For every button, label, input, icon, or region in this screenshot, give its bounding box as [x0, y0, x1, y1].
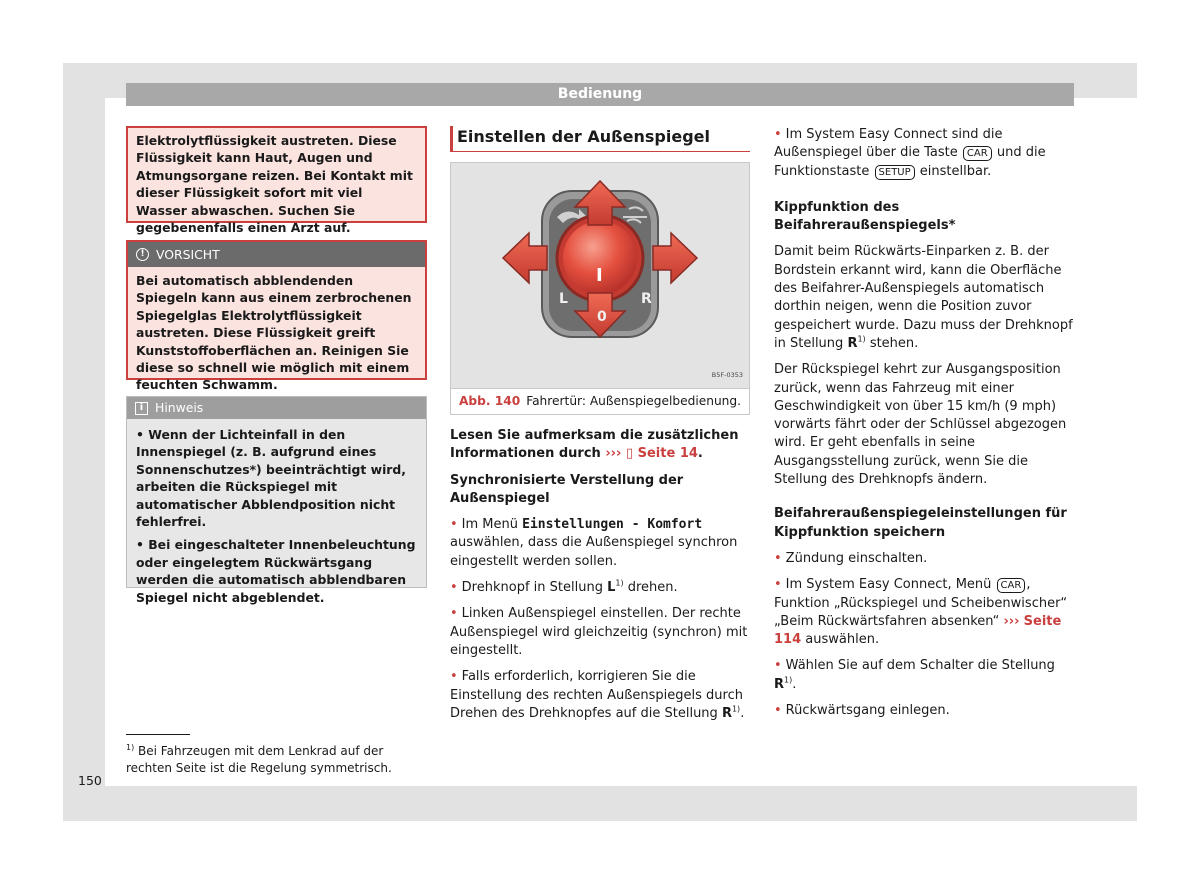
middle-column: [450, 126, 750, 731]
figure-code: B5F-0353: [711, 370, 743, 379]
tilt-paragraph-1: Damit beim Rückwärts-Einparken z. B. der Bordstein erkannt wird, kann die Oberfläche des Beifahrer-Außenspiegels automatisch dorthin neigen, wenn die Position zuvor gespeichert wurde. Dazu muss der Drehknopf in Stellung $R^{1)}$ stehen.: [774, 244, 1073, 351]
note-body: [127, 419, 426, 619]
label-right-mirror: R: [641, 291, 652, 307]
footnote-rule: [126, 734, 190, 735]
page-number: 150: [78, 773, 102, 788]
caution-text: Bei automatisch abblendenden Spiegeln kann aus einem zerbrochenen Spiegelglas Elektrolytflüssigkeit austreten. Diese Flüssigkeit greift Kunststoffoberflächen an. Reinigen Sie diese so schnell wie möglich mit einem feuchten Schwamm.: [136, 273, 412, 393]
info-icon: i: [135, 402, 148, 415]
chapter-header: Bedienung: [126, 83, 1074, 106]
tilt-heading: Kippfunktion des Beifahreraußenspiegels*: [774, 199, 956, 234]
knob-position-off: I: [596, 265, 603, 286]
section-title: Einstellen der Außenspiegel: [450, 126, 750, 152]
caution-header: [128, 242, 425, 267]
label-neutral: 0: [597, 309, 607, 325]
setup-key: SETUP: [875, 165, 915, 180]
book-icon: ▯: [625, 446, 634, 462]
caution-box: [126, 240, 427, 393]
figure-caption: [450, 389, 750, 415]
car-key: CAR: [997, 578, 1026, 593]
list-item: • Wählen Sie auf dem Schalter die Stellung $R^{1)}$.: [774, 658, 1055, 692]
link-seite-14[interactable]: Seite 14: [637, 446, 698, 462]
note-title: Hinweis: [155, 400, 204, 415]
label-left-mirror: L: [559, 291, 568, 307]
list-item: • Rückwärtsgang einlegen.: [774, 703, 950, 719]
arrow-left-icon: [503, 233, 547, 283]
list-item: • Drehknopf in Stellung $L^{1)}$ drehen.: [450, 578, 678, 596]
save-heading: Beifahreraußenspiegeleinstellungen für Kippfunktion speichern: [774, 506, 1067, 540]
caption-text: Fahrertür: Außenspiegelbedienung.: [526, 394, 742, 408]
list-item: • Zündung einschalten.: [774, 550, 928, 566]
note-box: [126, 396, 427, 605]
caution-title: VORSICHT: [156, 247, 220, 262]
note-item: • Wenn der Lichteinfall in den Innenspiegel (z. B. aufgrund eines Sonnenschutzes*) beeinträchtigt wird, arbeiten die Rückspiegel mit automatischer Abblendposition nicht fehlerfrei.: [136, 427, 406, 530]
right-column: [774, 126, 1074, 728]
list-item: • Im Menü Einstellungen - Komfort auswählen, dass die Außenspiegel synchron eingestellt werden sollen.: [450, 517, 738, 569]
list-item: • Falls erforderlich, korrigieren Sie die Einstellung des rechten Außenspiegels durch Drehen des Drehknopfes auf die Stellung $R^{1)}$.: [450, 669, 745, 721]
figure-mirror-control: [450, 162, 750, 389]
intro-text: Lesen Sie aufmerksam die zusätzlichen Informationen durch ››› ▯ Seite 14.: [450, 428, 739, 462]
arrow-right-icon: [653, 233, 697, 283]
list-item: • Linken Außenspiegel einstellen. Der rechte Außenspiegel wird gleichzeitig (synchron) mit eingestellt.: [450, 606, 748, 658]
footnote: $^{1)}$ Bei Fahrzeugen mit dem Lenkrad auf der rechten Seite ist die Regelung symmetrisch.: [126, 743, 392, 775]
list-item: • Im System Easy Connect, Menü CAR , Funktion „Rückspiegel und Scheibenwischer“ „Beim Rückwärtsfahren absenken“ ››› Seite 114 auswählen.: [774, 577, 1068, 648]
link-seite-114[interactable]: Seite 114: [774, 613, 1062, 648]
tilt-paragraph-2: Der Rückspiegel kehrt zur Ausgangsposition zurück, wenn das Fahrzeug mit einer Geschwindigkeit von über 15 km/h (9 mph) vorwärts fährt oder der Schlüssel abgezogen wird. Er geht ebenfalls in seine Ausgangsstellung zurück, wenn Sie die Stellung des Drehknopfs ändern.: [774, 362, 1067, 488]
caption-label: Abb. 140: [459, 394, 521, 408]
exclamation-icon: !: [136, 248, 149, 261]
sync-heading: Synchronisierte Verstellung der Außenspiegel: [450, 472, 684, 506]
list-item: • Im System Easy Connect sind die Außenspiegel über die Taste CAR und die Funktionstaste SETUP einstellbar.: [774, 127, 1046, 179]
note-item: • Bei eingeschalteter Innenbeleuchtung oder eingelegtem Rückwärtsgang werden die automatisch abblendbaren Spiegel nicht abgeblendet.: [136, 537, 416, 605]
left-column: [126, 126, 427, 605]
mirror-control-illustration: [451, 163, 749, 388]
car-key: CAR: [963, 146, 992, 161]
note-header: [127, 397, 426, 419]
warning-continuation: Elektrolytflüssigkeit austreten. Diese Flüssigkeit kann Haut, Augen und Atmungsorgane reizen. Bei Kontakt mit dieser Flüssigkeit sofort mit viel Wasser abwaschen. Suchen Sie gegebenenfalls einen Arzt auf.: [126, 126, 427, 223]
